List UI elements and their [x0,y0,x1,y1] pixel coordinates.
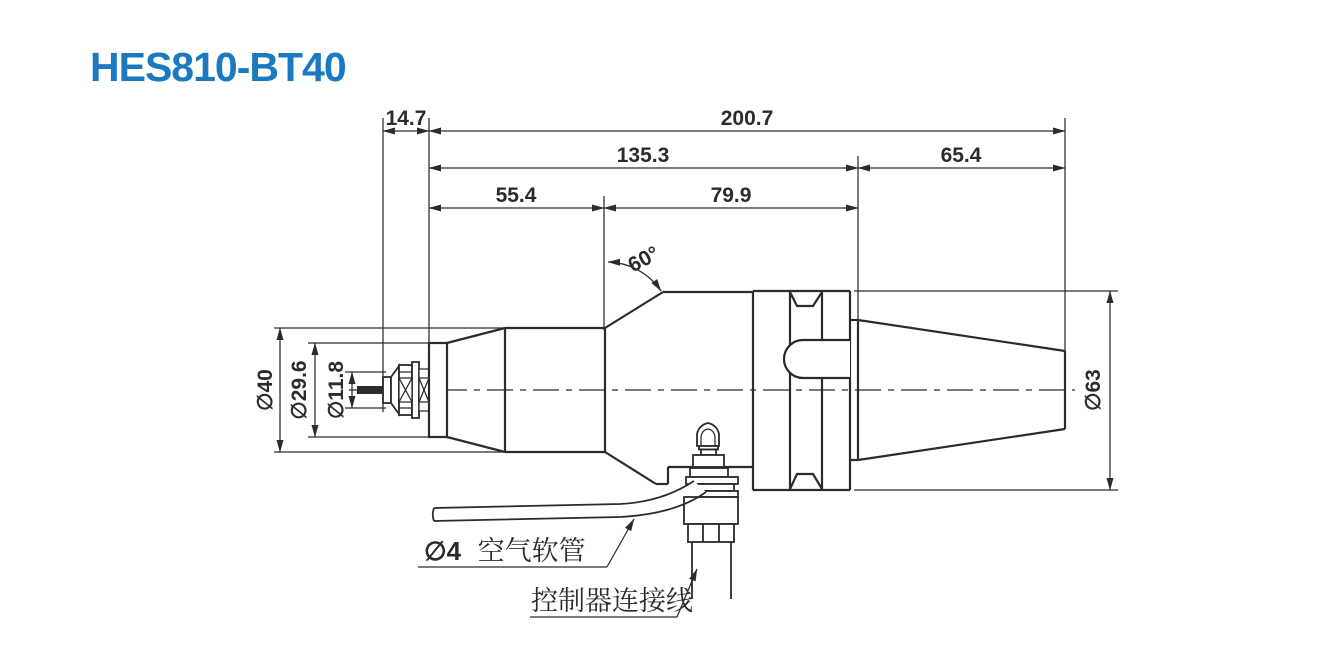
controller-cable-label: 控制器连接线 [531,586,693,616]
v-groove-bottom [790,474,822,489]
air-hose-label-text: 空气软管 [477,536,586,566]
leader-controller-cable [530,569,697,617]
collet-assembly [357,362,429,418]
knurled-coupling [684,497,738,599]
dim-dia29-6-label: ∅29.6 [288,360,311,420]
air-fitting [693,423,724,467]
angle-label: 60° [624,241,664,278]
v-groove-top [790,292,822,306]
bearing-symbol [419,378,429,402]
dim-dia63-label: ∅63 [1082,369,1105,411]
air-hose-label [424,536,586,566]
hose-cut-end [433,508,434,521]
dim-135-3-label: 135.3 [616,144,670,167]
dim-dia40-label: ∅40 [254,369,277,411]
collet-ring [412,362,419,418]
collet-nut-front-ring [383,377,391,403]
dome-cap [697,423,719,446]
air-hose [433,481,706,521]
dim-65-4-label: 65.4 [940,144,982,167]
hex-nut [688,524,734,542]
air-hose-label-dia: ∅4 [424,536,462,566]
dim-14-7-label: 14.7 [385,107,427,130]
tool-bar [357,386,383,394]
connector-plate [690,468,728,477]
angle-dimension [608,242,663,291]
dim-dia11-8-label: ∅11.8 [325,360,348,420]
fitting-base-block [693,455,724,467]
bearing-symbol [399,378,412,402]
dimension-lines [383,107,1065,208]
key-slot [784,340,850,378]
dim-200-7-label: 200.7 [720,107,774,130]
dim-55-4-label: 55.4 [495,184,537,207]
page-title: HES810-BT40 [90,44,346,90]
leader-air-hose [418,519,634,567]
extension-lines [274,118,1118,490]
dim-79-9-label: 79.9 [710,184,752,207]
collet-nut-cone [391,366,399,414]
